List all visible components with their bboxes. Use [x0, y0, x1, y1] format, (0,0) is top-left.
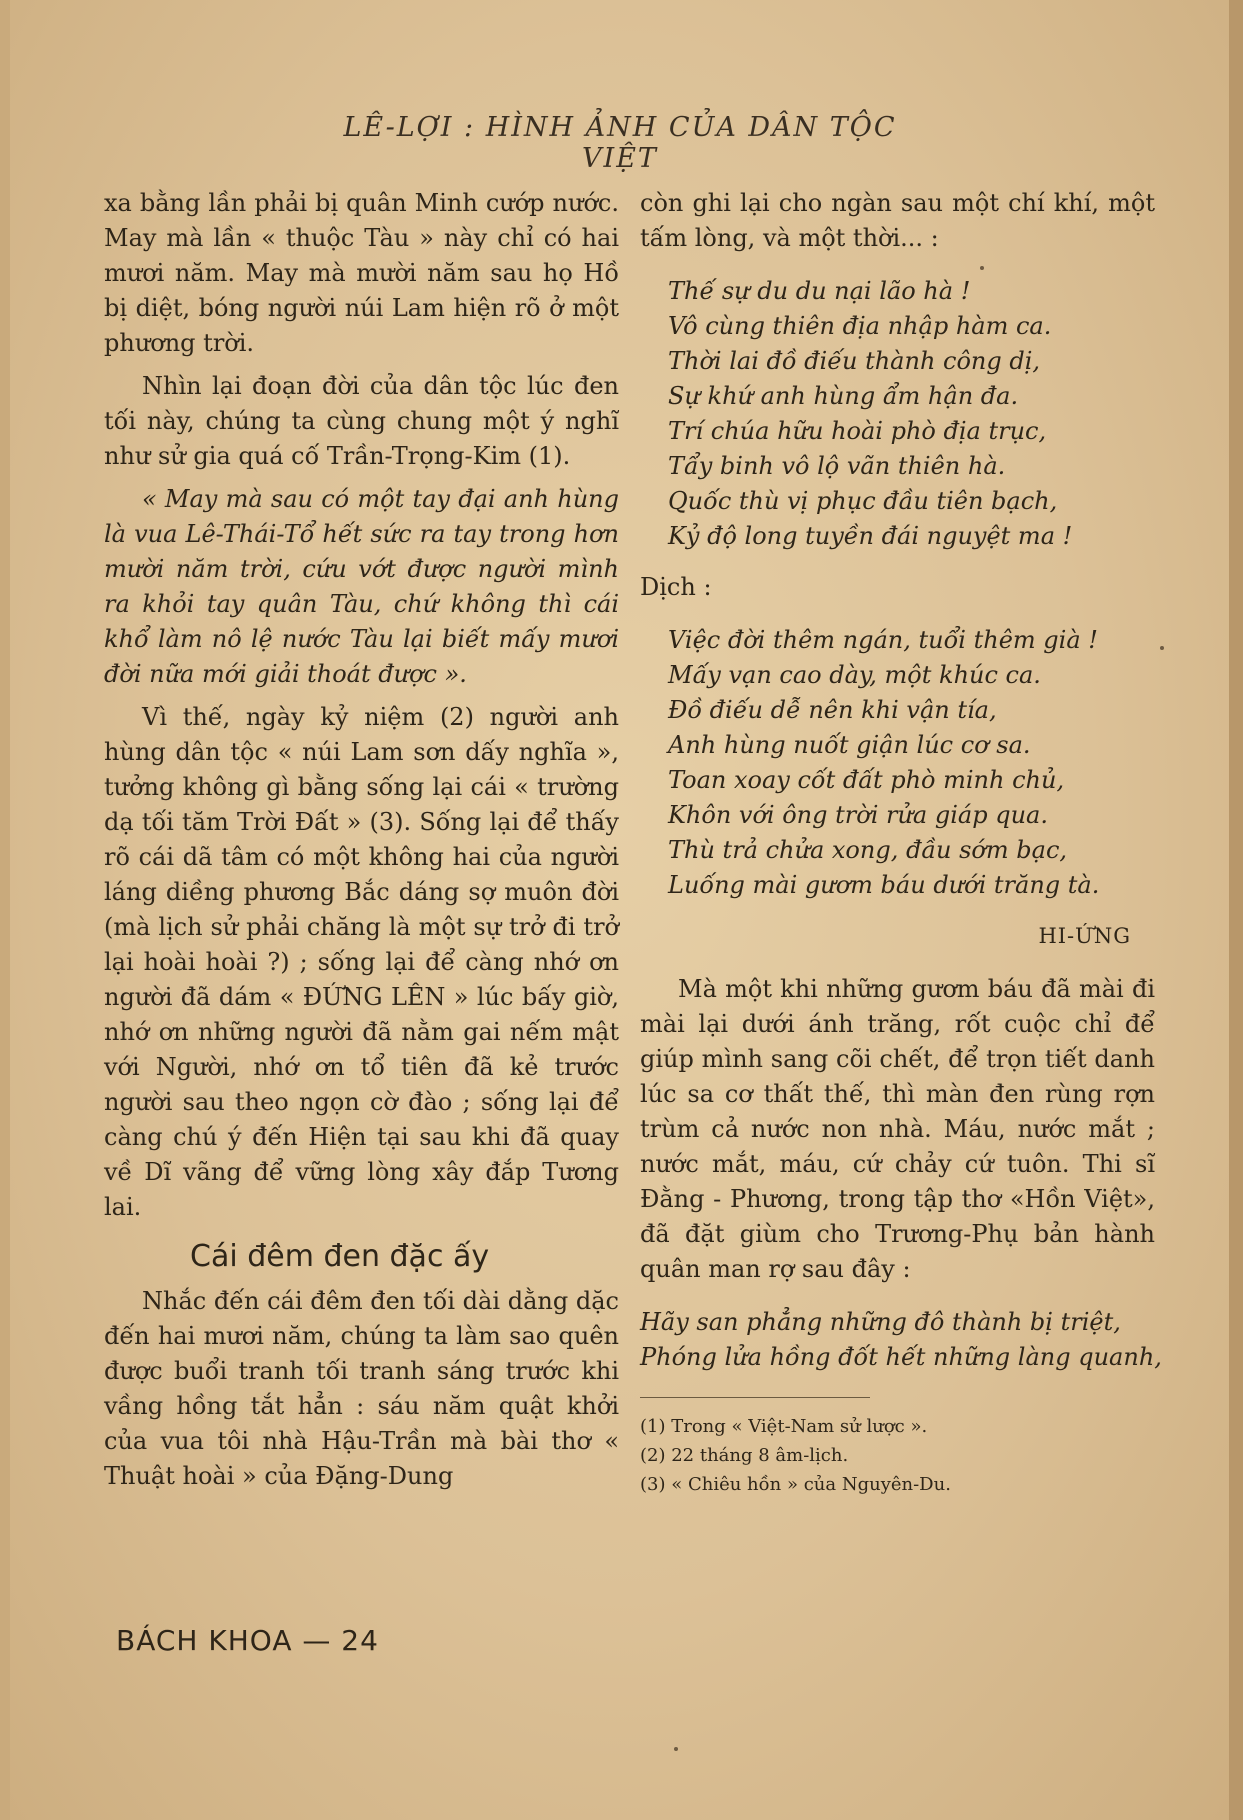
poem-line: Khôn với ông trời rửa giáp qua.	[668, 801, 1048, 829]
poem-line: Trí chúa hữu hoài phò địa trục,	[668, 417, 1047, 445]
poem-line: Luống mài gươm báu dưới trăng tà.	[668, 871, 1100, 899]
poem-line: Thời lai đồ điếu thành công dị,	[668, 347, 1041, 375]
poem-line: Anh hùng nuốt giận lúc cơ sa.	[668, 731, 1031, 759]
right-column	[640, 186, 1162, 1499]
paragraph: Nhìn lại đoạn đời của dân tộc lúc đen tối này, chúng ta cùng chung một ý nghĩ như sử gia quá cố Trần-Trọng-Kim (1).	[104, 372, 619, 470]
running-header: LÊ-LỢI : HÌNH ẢNH CỦA DÂN TỘC VIỆT	[343, 112, 897, 174]
verse-line: Phóng lửa hồng đốt hết những làng quanh,	[640, 1343, 1162, 1371]
closing-verse	[640, 1305, 1162, 1375]
quoted-passage: « May mà sau có một tay đại anh hùng là vua Lê-Thái-Tổ hết sức ra tay trong hơn mười năm trời, cứu vớt được người mình ra khỏi tay quân Tàu, chứ không thì cái khổ làm nô lệ nước Tàu lại biết mấy mươi đời nữa mới giải thoát được ».	[104, 485, 619, 688]
translation-label: Dịch :	[640, 573, 712, 601]
poem-signature: HI-ỨNG	[1038, 924, 1131, 948]
poem-original	[668, 274, 1155, 554]
paper-speck	[1160, 646, 1164, 650]
poem-line: Đồ điếu dễ nên khi vận tía,	[668, 696, 997, 724]
poem-line: Toan xoay cốt đất phò minh chủ,	[668, 766, 1065, 794]
paragraph: xa bằng lần phải bị quân Minh cướp nước. May mà lần « thuộc Tàu » này chỉ có hai mươi năm. May mà mười năm sau họ Hồ bị diệt, bóng người núi Lam hiện rõ ở một phương trời.	[104, 189, 619, 357]
section-title: Cái đêm đen đặc ấy	[190, 1239, 490, 1274]
paragraph: Nhắc đến cái đêm đen tối dài dằng dặc đến hai mươi năm, chúng ta làm sao quên được buổi tranh tối tranh sáng trước khi vầng hồng tắt hẳn : sáu năm quật khởi của vua tôi nhà Hậu-Trần mà bài thơ « Thuật hoài » của Đặng-Dung	[104, 1287, 619, 1490]
paper-speck	[980, 266, 984, 270]
poem-line: Mấy vạn cao dày, một khúc ca.	[668, 661, 1041, 689]
footnotes	[640, 1397, 951, 1499]
poem-line: Việc đời thêm ngán, tuổi thêm già !	[668, 626, 1098, 654]
poem-line: Sự khứ anh hùng ẩm hận đa.	[668, 382, 1019, 410]
paper-speck	[674, 1747, 678, 1751]
paragraph: còn ghi lại cho ngàn sau một chí khí, một tấm lòng, và một thời... :	[640, 189, 1155, 252]
poem-line: Thế sự du du nại lão hà !	[668, 277, 971, 305]
paragraph: Vì thế, ngày kỷ niệm (2) người anh hùng dân tộc « núi Lam sơn dấy nghĩa », tưởng không gì bằng sống lại cái « trường dạ tối tăm Trời Đất » (3). Sống lại để thấy rõ cái dã tâm có một không hai của người láng diềng phương Bắc dáng sợ muôn đời (mà lịch sử phải chăng là một sự trở đi trở lại hoài hoài ?) ; sống lại để càng nhớ ơn người đã dám « ĐỨNG LÊN » lúc bấy giờ, nhớ ơn những người đã nằm gai nếm mật với Người, nhớ ơn tổ tiên đã kẻ trước người sau theo ngọn cờ đào ; sống lại để càng chú ý đến Hiện tại sau khi đã quay về Dĩ vãng để vững lòng xây đắp Tương lai.	[104, 703, 619, 1221]
verse-line: Hãy san phẳng những đô thành bị triệt,	[640, 1308, 1121, 1336]
poem-line: Kỷ độ long tuyền đái nguyệt ma !	[668, 522, 1073, 550]
poem-line: Tẩy binh vô lộ vãn thiên hà.	[668, 452, 1006, 480]
footnote: (1) Trong « Việt-Nam sử lược ».	[640, 1416, 928, 1437]
poem-line: Vô cùng thiên địa nhập hàm ca.	[668, 312, 1052, 340]
footnote: (2) 22 tháng 8 âm-lịch.	[640, 1445, 849, 1466]
paragraph: Mà một khi những gươm báu đã mài đi mài lại dưới ánh trăng, rốt cuộc chỉ để giúp mình sang cõi chết, để trọn tiết danh lúc sa cơ thất thế, thì màn đen rùng rợn trùm cả nước non nhà. Máu, nước mắt ; nước mắt, máu, cứ chảy cứ tuôn. Thi sĩ Đằng - Phương, trong tập thơ «Hồn Việt», đã đặt giùm cho Trương-Phụ bản hành quân man rợ sau đây :	[640, 975, 1155, 1283]
left-column	[104, 186, 619, 1502]
poem-translation	[668, 623, 1155, 903]
poem-line: Thù trả chửa xong, đầu sớm bạc,	[668, 836, 1068, 864]
page-footer: BÁCH KHOA — 24	[116, 1624, 379, 1657]
footnote: (3) « Chiêu hồn » của Nguyên-Du.	[640, 1474, 951, 1495]
poem-line: Quốc thù vị phục đầu tiên bạch,	[668, 487, 1058, 515]
